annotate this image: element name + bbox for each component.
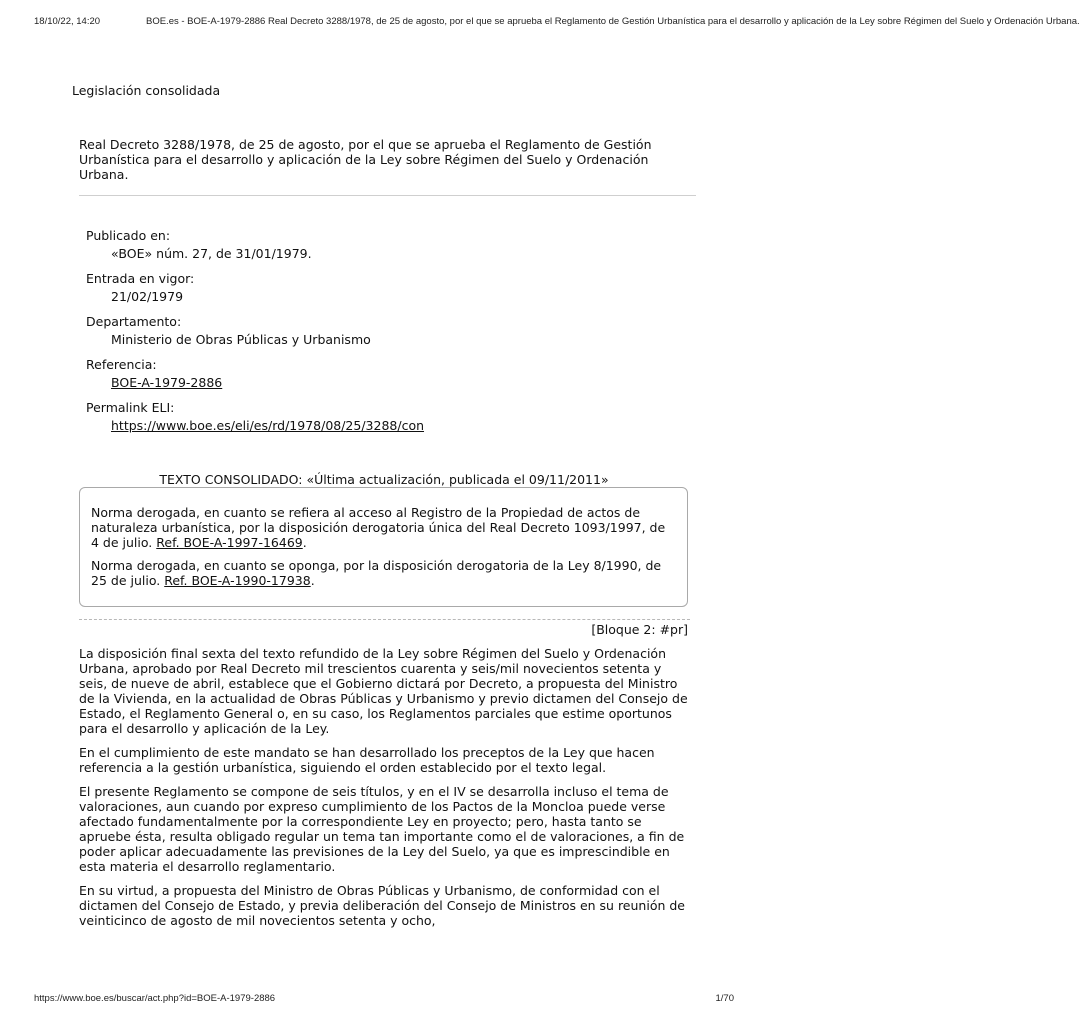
eli-permalink-link[interactable]: https://www.boe.es/eli/es/rd/1978/08/25/3288/con: [111, 418, 425, 433]
print-footer-url: https://www.boe.es/buscar/act.php?id=BOE-A-1979-2886: [34, 993, 276, 1004]
reference-field: [86, 357, 424, 391]
repeal-notice-1-text: Norma derogada, en cuanto se refiera al acceso al Registro de la Propiedad de actos de naturaleza urbanística, por la disposición derogatoria única del Real Decreto 1093/1997, de 4 de julio.: [91, 505, 666, 550]
published-value: «BOE» núm. 27, de 31/01/1979.: [111, 246, 312, 261]
department-field: [86, 314, 424, 348]
preamble: [79, 646, 691, 937]
repeal-notice-2-period: .: [310, 573, 315, 588]
page-number: 1/70: [715, 993, 734, 1004]
repeal-notice-2: [91, 558, 675, 588]
reference-label: Referencia:: [86, 357, 157, 372]
reference-link[interactable]: BOE-A-1979-2886: [111, 375, 223, 390]
preamble-paragraph-2: En el cumplimiento de este mandato se han desarrollado los preceptos de la Ley que hacen referencia a la gestión urbanística, siguiendo el orden establecido por el texto legal.: [79, 745, 655, 775]
reference-value: [86, 375, 424, 391]
repeal-notice-2-text: Norma derogada, en cuanto se oponga, por la disposición derogatoria de la Ley 8/1990, de 25 de julio.: [91, 558, 662, 588]
repeal-notice-1: [91, 505, 675, 550]
published-label: Publicado en:: [86, 228, 171, 243]
document-heading: Real Decreto 3288/1978, de 25 de agosto, por el que se aprueba el Reglamento de Gestión Urbanística para el desarrollo y aplicación de la Ley sobre Régimen del Suelo y Ordenación Urbana.: [79, 137, 652, 182]
in-force-value: 21/02/1979: [111, 289, 184, 304]
section-label: Legislación consolidada: [72, 83, 221, 98]
preamble-paragraph-4: En su virtud, a propuesta del Ministro de Obras Públicas y Urbanismo, de conformidad con el dictamen del Consejo de Estado, y previa deliberación del Consejo de Ministros en su reunión de veinticinco de agosto de mil novecientos setenta y ocho,: [79, 883, 685, 928]
in-force-field: [86, 271, 424, 305]
repeal-notice-1-ref-link[interactable]: Ref. BOE-A-1997-16469: [156, 535, 303, 550]
department-value: Ministerio de Obras Públicas y Urbanismo: [111, 332, 371, 347]
published-field: [86, 228, 424, 262]
eli-field: [86, 400, 424, 434]
print-datetime: 18/10/22, 14:20: [34, 16, 101, 27]
preamble-paragraph-3: El presente Reglamento se compone de seis títulos, y en el IV se desarrolla incluso el tema de valoraciones, aun cuando por expreso cumplimiento de los Pactos de la Moncloa puede verse afectado fundamentalmente por la correspondiente Ley en proyecto; pero, hasta tanto se apruebe ésta, resulta obligado regular un tema tan importante como el de valoraciones, a fin de poder aplicar adecuadamente las previsiones de la Ley del Suelo, ya que es imprescindible en esta materia el desarrollo reglamentario.: [79, 784, 685, 874]
eli-value: [86, 418, 424, 434]
consolidated-text-title: TEXTO CONSOLIDADO: «Última actualización, publicada el 09/11/2011»: [159, 472, 609, 487]
block-identifier: [Bloque 2: #pr]: [591, 622, 688, 637]
heading-divider: [79, 195, 696, 196]
print-page-title: BOE.es - BOE-A-1979-2886 Real Decreto 3288/1978, de 25 de agosto, por el que se aprueba el Reglamento de Gestión Urbanística para el desarrollo y aplicación de la Ley sobre Régimen del Suelo y Ordenación Urbana.: [146, 16, 1080, 27]
repeal-notice-box: [79, 487, 688, 607]
repeal-notice-1-period: .: [302, 535, 307, 550]
preamble-paragraph-1: La disposición final sexta del texto refundido de la Ley sobre Régimen del Suelo y Ordenación Urbana, aprobado por Real Decreto mil trescientos cuarenta y seis/mil novecientos setenta y seis, de nueve de abril, establece que el Gobierno dictará por Decreto, a propuesta del Ministro de la Vivienda, en la actualidad de Obras Públicas y Urbanismo y previo dictamen del Consejo de Estado, el Reglamento General o, en su caso, los Reglamentos parciales que estime oportunos para el desarrollo y aplicación de la Ley.: [79, 646, 688, 736]
department-label: Departamento:: [86, 314, 182, 329]
document-metadata: [86, 228, 424, 443]
repeal-notice-2-ref-link[interactable]: Ref. BOE-A-1990-17938: [164, 573, 311, 588]
eli-label: Permalink ELI:: [86, 400, 175, 415]
block-divider: [79, 619, 690, 620]
in-force-label: Entrada en vigor:: [86, 271, 195, 286]
